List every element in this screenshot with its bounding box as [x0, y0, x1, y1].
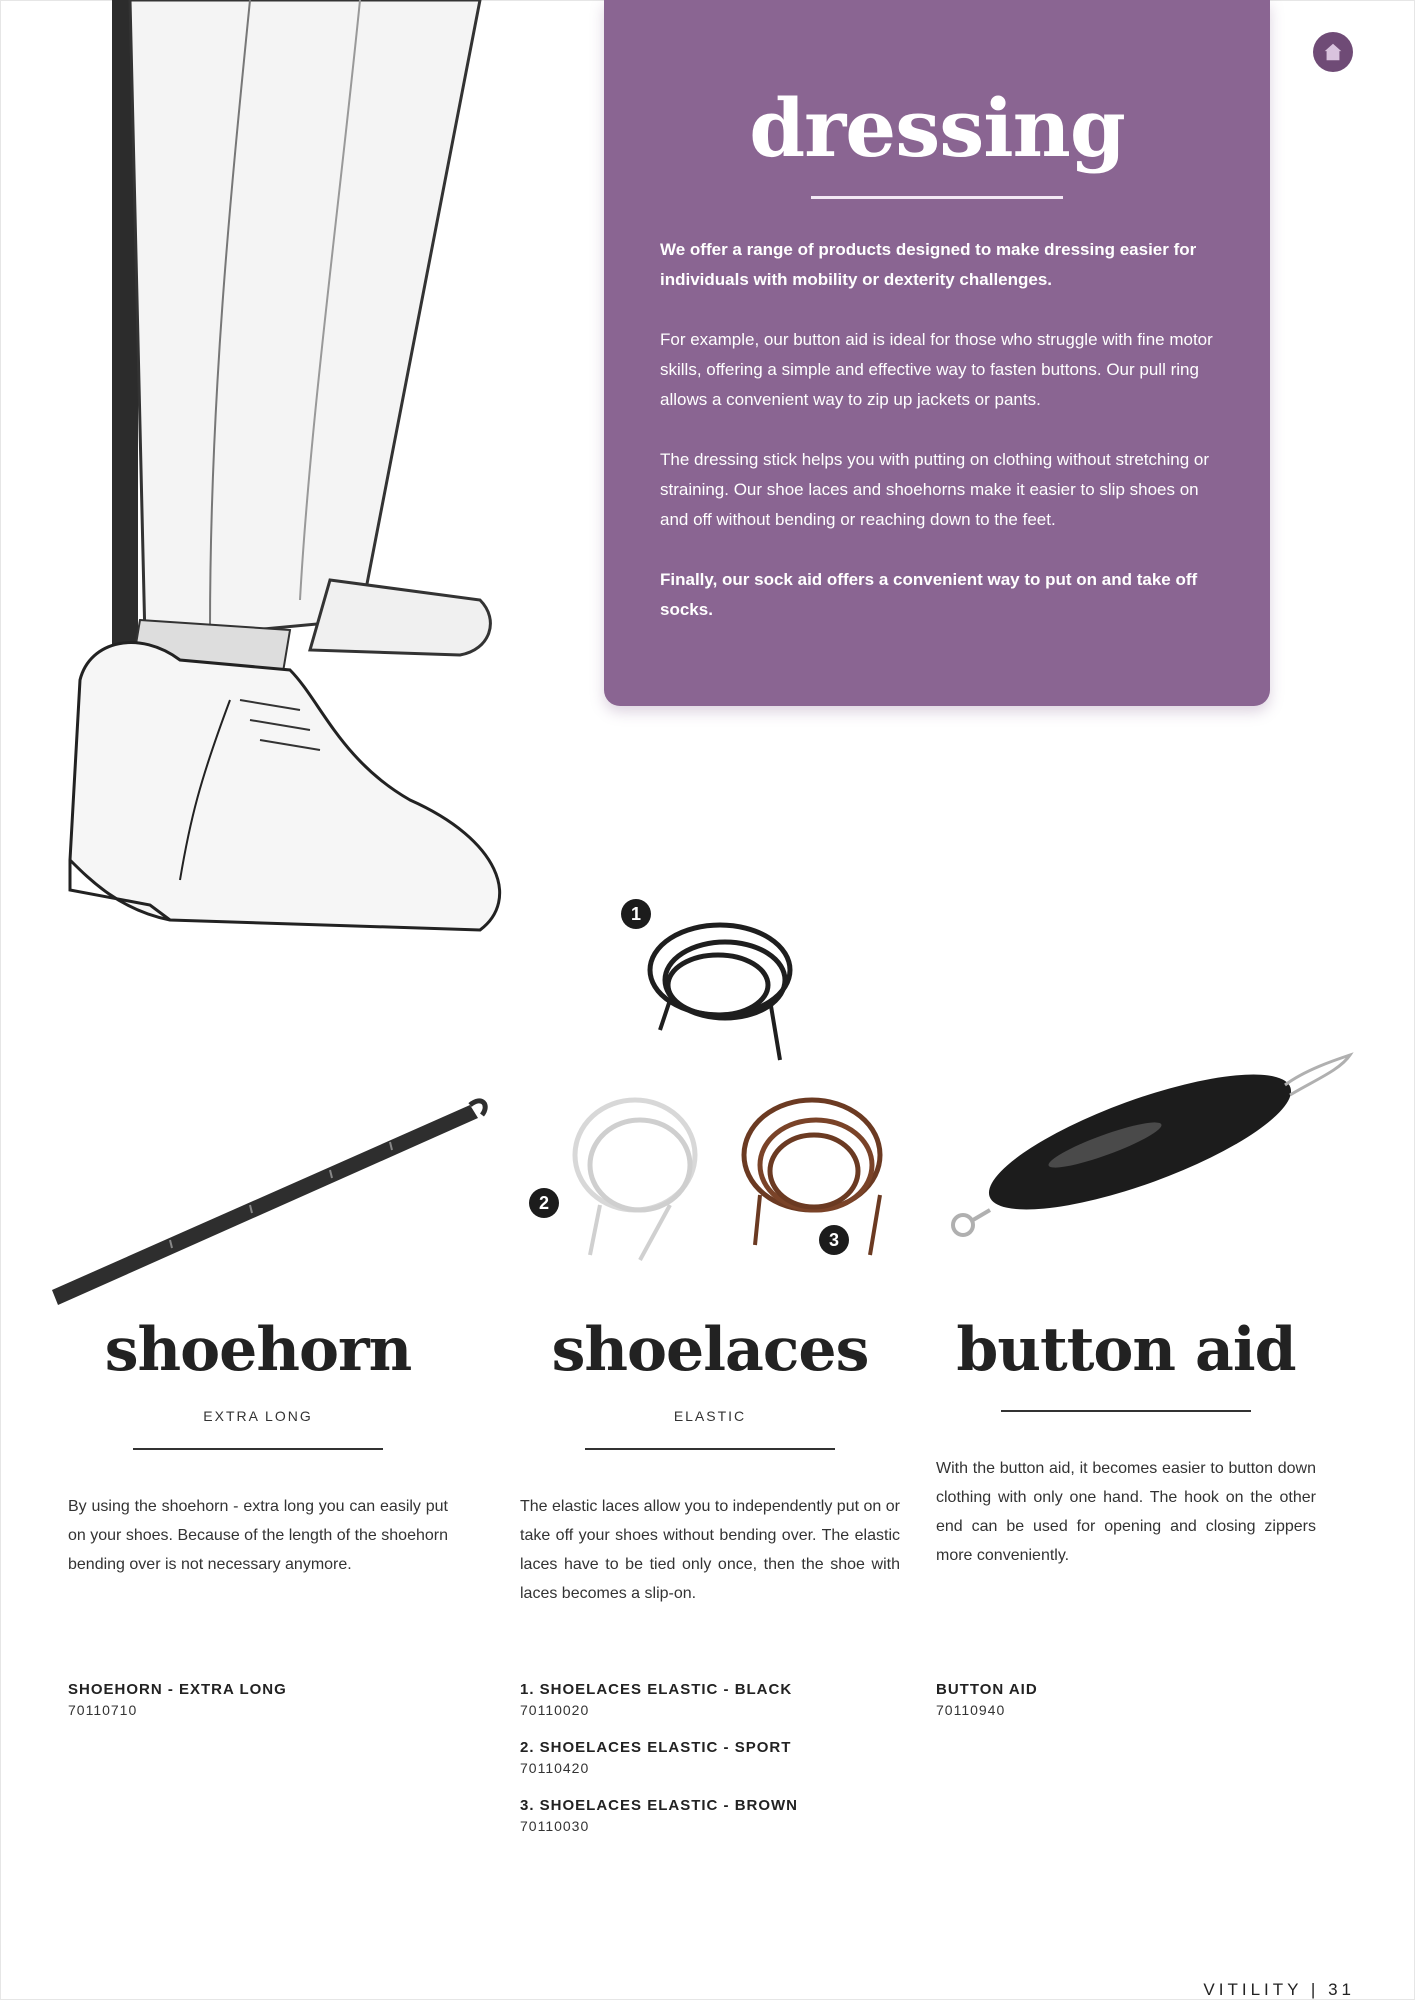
sku-code: 70110030 — [520, 1818, 590, 1834]
shoehorn-image — [50, 1090, 490, 1320]
page-number: 31 — [1328, 1980, 1355, 1999]
home-icon[interactable] — [1313, 32, 1353, 72]
product-divider — [585, 1448, 835, 1450]
sku-item — [520, 1680, 900, 1720]
product-description: The elastic laces allow you to independently put on or take off your shoes without bending over. The elastic laces have to be tied only once, then the shoe with laces becomes a slip-on. — [520, 1498, 900, 1602]
footer-separator: | — [1310, 1980, 1320, 1999]
product-shoelaces — [520, 1315, 900, 1608]
shoelace-sport-image — [560, 1085, 710, 1265]
sku-item — [68, 1680, 448, 1720]
badge-3: 3 — [819, 1225, 849, 1255]
sku-code: 70110940 — [936, 1702, 1006, 1718]
page-footer — [1203, 1980, 1355, 2000]
product-button-aid — [936, 1315, 1316, 1570]
panel-paragraph-dressing-stick: The dressing stick helps you with putting on clothing without stretching or straining. Our shoe laces and shoehorns make it easier to slip shoes on and off without bending or reaching down to the feet. — [660, 450, 1210, 529]
panel-divider — [811, 196, 1063, 199]
panel-paragraph-sock-aid: Finally, our sock aid offers a convenient way to put on and take off socks. — [660, 570, 1198, 619]
sku-item — [520, 1796, 900, 1836]
sku-code: 70110420 — [520, 1760, 590, 1776]
sku-item — [520, 1738, 900, 1778]
product-subtitle: EXTRA LONG — [203, 1408, 313, 1424]
product-title: button aid — [956, 1315, 1296, 1385]
button-aid-image — [945, 1030, 1355, 1250]
brand-name: VITILITY — [1203, 1980, 1303, 1999]
sku-name: BUTTON AID — [936, 1681, 1038, 1698]
badge-2: 2 — [529, 1188, 559, 1218]
sku-list-shoelaces — [520, 1680, 900, 1854]
panel-paragraph-intro: We offer a range of products designed to make dressing easier for individuals with mobility or dexterity challenges. — [660, 240, 1197, 289]
sku-name: 3. SHOELACES ELASTIC - BROWN — [520, 1797, 799, 1814]
sku-name: 1. SHOELACES ELASTIC - BLACK — [520, 1681, 793, 1698]
sku-code: 70110710 — [68, 1702, 138, 1718]
product-divider — [1001, 1410, 1251, 1412]
product-shoehorn — [68, 1315, 448, 1579]
product-title: shoelaces — [551, 1315, 869, 1385]
intro-panel — [604, 0, 1270, 706]
badge-1: 1 — [621, 899, 651, 929]
dressing-illustration — [60, 0, 540, 950]
shoelace-black-image — [630, 900, 810, 1070]
product-divider — [133, 1448, 383, 1450]
sku-code: 70110020 — [520, 1702, 590, 1718]
panel-title: dressing — [749, 81, 1125, 175]
sku-list-button-aid — [936, 1680, 1316, 1738]
product-description: By using the shoehorn - extra long you can easily put on your shoes. Because of the length of the shoehorn bending over is not necessary anymore. — [68, 1498, 448, 1573]
product-title: shoehorn — [104, 1315, 412, 1385]
shoelace-brown-image — [730, 1085, 895, 1265]
sku-list-shoehorn — [68, 1680, 448, 1738]
product-description: With the button aid, it becomes easier to button down clothing with only one hand. The hook on the other end can be used for opening and closing zippers more conveniently. — [936, 1460, 1316, 1564]
sku-item — [936, 1680, 1316, 1720]
sku-name: SHOEHORN - EXTRA LONG — [68, 1681, 287, 1698]
product-subtitle: ELASTIC — [673, 1408, 747, 1424]
panel-paragraph-button-aid: For example, our button aid is ideal for those who struggle with fine motor skills, offering a simple and effective way to fasten buttons. Our pull ring allows a convenient way to zip up jackets or pants. — [660, 330, 1213, 409]
sku-name: 2. SHOELACES ELASTIC - SPORT — [520, 1739, 792, 1756]
